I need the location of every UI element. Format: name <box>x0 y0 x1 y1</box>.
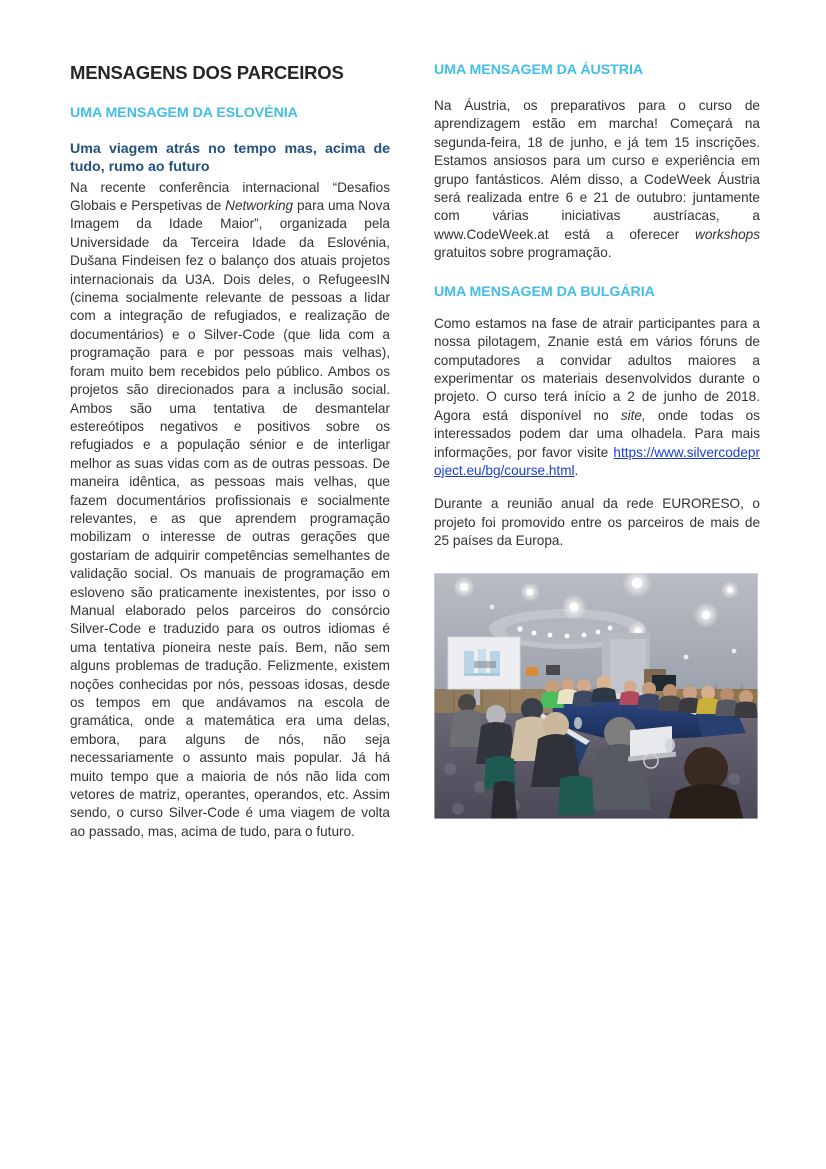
paragraph-slovenia-text-2: para uma Nova Imagem da Idade Maior”, organizada pela Universidade da Terceira Idade da Eslovénia, Dušana Findeisen fez o balanço dos atuais projetos internacionais da U3A. Dois deles, o RefugeesIN (cinema socialmente relevante de pessoas a lidar com a integração de refugiados, e realização de documentários) e o Silver-Code (que lida com a programação para e por pessoas mais velhas), foram muito bem recebidos pelo público. Ambos os projetos são direcionados para a inclusão social. Ambos são uma tentativa de desmantelar estereótipos negativos e positivos sobre os refugiados e a população sénior e de interligar melhor as suas vidas com as de outras pessoas. De maneira idêntica, as pessoas mais velhas, que fazem documentários profissionais e socialmente relevantes, e as que aprendem programação mobilizam o interesse de outras gerações que gostariam de adquirir competências semelhantes de validação social. Os manuais de programação em esloveno são praticamente inexistentes, por isso o Manual elaborado pelos parceiros do consórcio Silver-Code e traduzido para os outros idiomas é uma tentativa pioneira neste país. Bem, não sem alguns problemas de tradução. Felizmente, existem noções conhecidas por nós, pessoas idosas, desde os tempos em que andávamos na escola de gramática, onde a matemática era uma delas, embora, para alguns de nós, não seja necessariamente o assunto mais popular. Já há muito tempo que a maioria de nós não lida com vetores de matriz, operantes, operandos, etc. Assim sendo, o curso Silver-Code é uma viagem de volta ao passado, mas, acima de tudo, para o futuro. <box>70 198 391 839</box>
section-heading-slovenia: UMA MENSAGEM DA ESLOVÉNIA <box>70 105 298 122</box>
paragraph-slovenia-text-1: Na recente conferência internacional “Desafios Globais e Perspetivas de <box>70 179 390 214</box>
section-heading-bulgaria: UMA MENSAGEM DA BULGÁRIA <box>434 283 655 300</box>
page-title: MENSAGENS DOS PARCEIROS <box>70 62 344 83</box>
paragraph-austria <box>434 97 760 263</box>
section-heading-austria: UMA MENSAGEM DA ÁUSTRIA <box>434 62 644 78</box>
course-page-link[interactable]: https://www.silvercodeproject.eu/bg/course.html <box>434 444 760 478</box>
conference-meeting-photo <box>434 573 758 819</box>
two-column-layout <box>70 62 764 856</box>
paragraph-austria-text-1: Na Áustria, os preparativos para o curso de aprendizagem estão em marcha! Começará na segunda-feira, 18 de junho, e já tem 15 inscrições. Estamos ansiosos para um curso e experiência em grupo fantásticos. Além disso, a CodeWeek Áustria será realizada entre 6 e 21 de outubro: juntamente com várias iniciativas austríacas, a www.CodeWeek.at está a oferecer <box>434 98 760 242</box>
paragraph-bulgaria-text-2: onde todas os interessados podem dar uma olhadela. Para mais informações, por favor visite <box>434 407 760 460</box>
paragraph-bulgaria-text-3: . <box>574 462 579 478</box>
paragraph-bulgaria-text-1: Como estamos na fase de atrair participantes para a nossa pilotagem, Znanie está em vários fóruns de computadores a convidar adultos maiores a experimentar os materiais desenvolvidos durante o projeto. O curso terá início a 2 de junho de 2018. Agora está disponível no <box>434 315 760 423</box>
paragraph-slovenia <box>70 179 390 842</box>
paragraph-bulgaria <box>434 315 760 481</box>
paragraph-slovenia-italic-networking: Networking <box>225 198 294 214</box>
paragraph-bulgaria-italic-site: site, <box>620 407 646 423</box>
paragraph-bulgaria-eureso: Durante a reunião anual da rede EURORESO, o projeto foi promovido entre os parceiros de mais de 25 países da Europa. <box>434 496 760 549</box>
sub-heading-slovenia: Uma viagem atrás no tempo mas, acima de tudo, rumo ao futuro <box>70 141 390 176</box>
left-column <box>70 62 390 856</box>
paragraph-austria-text-2: gratuitos sobre programação. <box>434 245 612 261</box>
right-column <box>434 62 760 856</box>
paragraph-austria-italic-workshops: workshops <box>695 226 760 242</box>
conference-photo-container <box>434 573 758 819</box>
